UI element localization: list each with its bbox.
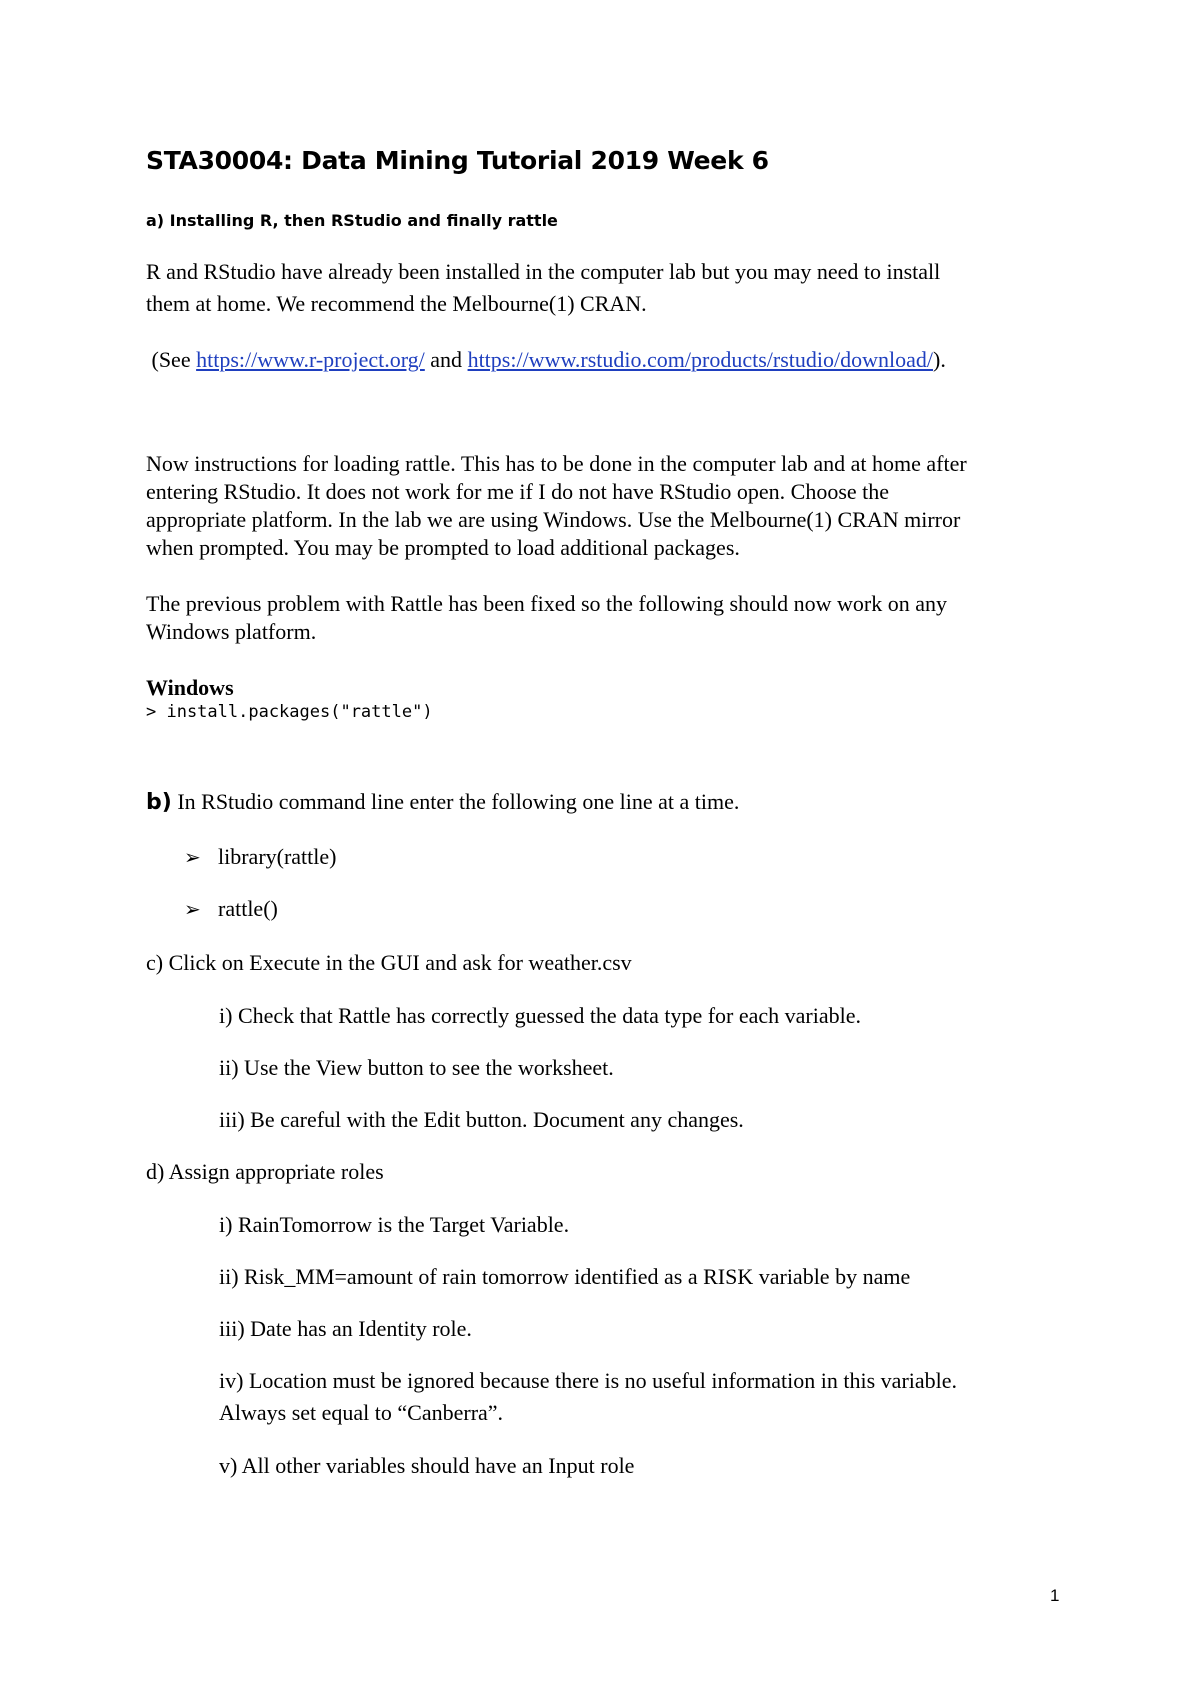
section-c-item: i) Check that Rattle has correctly guessed the data type for each variable. (219, 1003, 862, 1028)
arrow-bullet-icon: ➢ (184, 845, 201, 869)
rattle-fixed-paragraph (146, 590, 947, 646)
install-command-code: > install.packages("rattle") (146, 702, 433, 722)
intro-paragraph (146, 258, 940, 318)
paragraph-line: Windows platform. (146, 619, 317, 644)
page-number: 1 (1050, 1586, 1060, 1605)
paragraph-line: The previous problem with Rattle has been fixed so the following should now work on any (146, 591, 948, 616)
section-c: c) Click on Execute in the GUI and ask for weather.csv (146, 950, 632, 975)
links-line (146, 346, 946, 374)
command-list-item (184, 843, 337, 871)
intro-line: them at home. We recommend the Melbourne(1) CRAN. (146, 291, 647, 316)
page-title: STA30004: Data Mining Tutorial 2019 Week 6 (146, 146, 769, 175)
section-d: d) Assign appropriate roles (146, 1159, 384, 1184)
command-text: rattle() (218, 896, 278, 921)
item-line: iv) Location must be ignored because there is no useful information in this variable. (219, 1368, 958, 1393)
intro-line: R and RStudio have already been installed in the computer lab but you may need to install (146, 259, 941, 284)
arrow-bullet-icon: ➢ (184, 897, 201, 921)
paragraph-line: entering RStudio. It does not work for me if I do not have RStudio open. Choose the (146, 479, 890, 504)
item-line: Always set equal to “Canberra”. (219, 1400, 504, 1425)
r-project-link[interactable]: https://www.r-project.org/ (196, 347, 425, 372)
section-b-text: In RStudio command line enter the following one line at a time. (171, 789, 740, 814)
section-d-item (219, 1367, 957, 1427)
paragraph-line: when prompted. You may be prompted to load additional packages. (146, 535, 740, 560)
windows-heading: Windows (146, 675, 234, 700)
section-a-heading: a) Installing R, then RStudio and finally rattle (146, 211, 558, 230)
rstudio-download-link[interactable]: https://www.rstudio.com/products/rstudio/download/ (467, 347, 933, 372)
section-d-item: v) All other variables should have an Input role (219, 1453, 635, 1478)
paragraph-line: Now instructions for loading rattle. This has to be done in the computer lab and at home after (146, 451, 967, 476)
section-d-item: iii) Date has an Identity role. (219, 1316, 472, 1341)
section-c-item: ii) Use the View button to see the worksheet. (219, 1055, 614, 1080)
section-b (146, 788, 739, 817)
rattle-instructions-paragraph (146, 450, 967, 562)
section-b-label: b) (146, 790, 172, 815)
section-d-item: i) RainTomorrow is the Target Variable. (219, 1212, 570, 1237)
section-d-item: ii) Risk_MM=amount of rain tomorrow identified as a RISK variable by name (219, 1264, 911, 1289)
paragraph-line: appropriate platform. In the lab we are using Windows. Use the Melbourne(1) CRAN mirror (146, 507, 961, 532)
command-list-item (184, 895, 278, 923)
command-text: library(rattle) (218, 844, 337, 869)
see-prefix: (See (146, 347, 197, 372)
see-and: and (424, 347, 468, 372)
see-suffix: ). (933, 347, 946, 372)
section-c-item: iii) Be careful with the Edit button. Document any changes. (219, 1107, 744, 1132)
